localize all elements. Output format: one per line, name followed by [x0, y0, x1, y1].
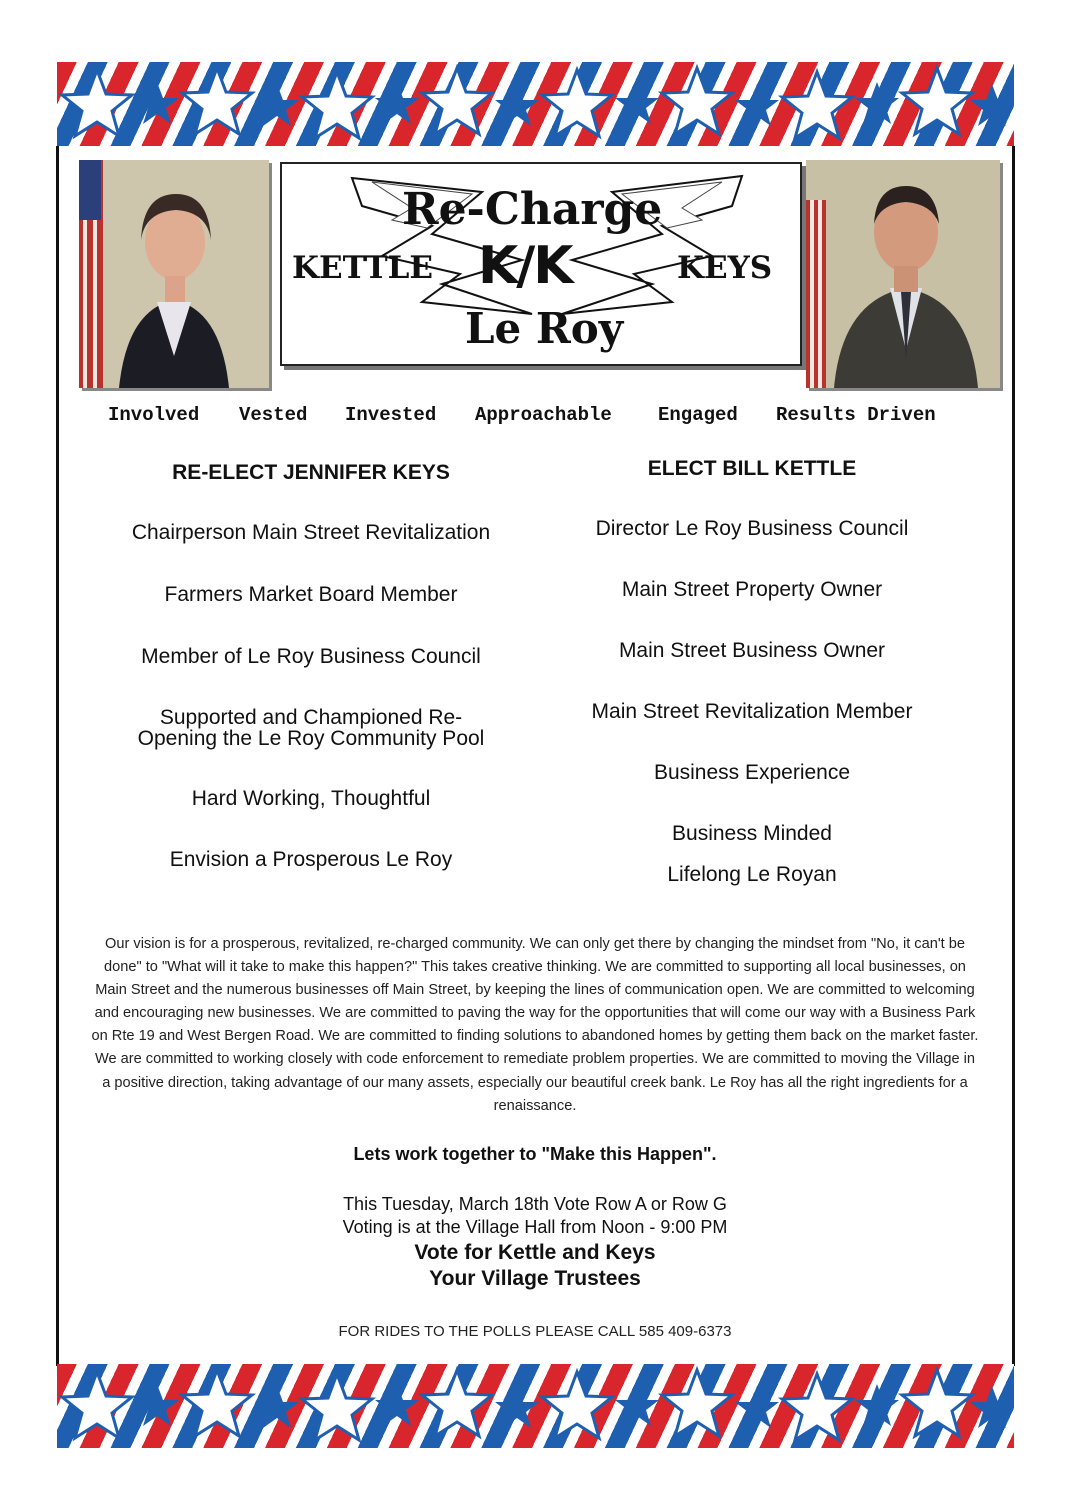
- vote-headline-line-2: Your Village Trustees: [429, 1267, 641, 1290]
- list-item: Main Street Business Owner: [618, 639, 886, 662]
- keys-qualifications: [76, 456, 546, 870]
- frame-right-line: [1012, 146, 1015, 1366]
- list-item: Business Experience: [653, 761, 851, 784]
- photo-bill-kettle: [806, 160, 1000, 388]
- list-item: Main Street Property Owner: [621, 578, 883, 601]
- list-item: Envision a Prosperous Le Roy: [169, 848, 453, 871]
- vision-paragraph: Our vision is for a prosperous, revitalized, re-charged community. We can only get there by changing the mindset from "No, it can't be done" to "What will it take to make this happen?" This takes creative thinking. We are committed to supporting all local businesses, on Main Street and the numerous businesses off Main Street, by keeping the lines of communication open. We are committed to welcoming and encouraging new businesses. We are committed to paving the way for the opportunities that will come our way with a Business Park on Rte 19 and West Bergen Road. We are committed to finding solutions to abandoned homes by getting them back on the market faster. We are committed to working closely with code enforcement to remediate problem properties. We are committed to moving the Village in a positive direction, taking advantage of our many assets, especially our beautiful creek bank. Le Roy has all the right ingredients for a renaissance.: [91, 936, 979, 1114]
- vote-headline: [90, 1240, 980, 1292]
- trait-approachable: Approachable: [475, 404, 612, 426]
- frame-left-line: [56, 146, 59, 1366]
- candidate-portrait-icon: [806, 160, 1000, 388]
- logo-left-name: KETTLE: [292, 250, 434, 286]
- list-item: Hard Working, Thoughtful: [191, 787, 431, 810]
- list-item: Chairperson Main Street Revitalization: [131, 521, 491, 544]
- kettle-heading: ELECT BILL KETTLE: [647, 457, 857, 480]
- star-pattern-icon: [57, 62, 1014, 146]
- recharge-logo: [280, 162, 802, 366]
- vote-location: Voting is at the Village Hall from Noon - 9:00 PM: [342, 1217, 728, 1237]
- list-item: Lifelong Le Royan: [667, 863, 837, 886]
- list-item: Member of Le Roy Business Council: [141, 645, 481, 668]
- list-item: Opening the Le Roy Community Pool: [137, 727, 485, 750]
- list-item: Supported and Championed Re-: [159, 706, 463, 729]
- vote-day: This Tuesday, March 18th Vote Row A or Row G: [343, 1194, 727, 1214]
- logo-title: Re-Charge: [402, 184, 663, 235]
- voting-info: [90, 1193, 980, 1239]
- trait-engaged: Engaged: [658, 404, 738, 426]
- patriotic-star-border-top: [57, 62, 1014, 146]
- rides-phone-line: FOR RIDES TO THE POLLS PLEASE CALL 585 409-6373: [338, 1323, 732, 1340]
- trait-involved: Involved: [108, 404, 200, 426]
- vote-headline-line-1: Vote for Kettle and Keys: [414, 1241, 656, 1264]
- trait-vested: Vested: [239, 404, 308, 426]
- list-item: Farmers Market Board Member: [164, 583, 458, 606]
- call-to-action: Lets work together to "Make this Happen".: [353, 1144, 717, 1164]
- photo-jennifer-keys: [79, 160, 269, 388]
- trait-results-driven: Results Driven: [776, 404, 936, 426]
- logo-monogram: K/K: [478, 236, 572, 296]
- logo-right-name: KEYS: [677, 250, 773, 286]
- kettle-qualifications: [517, 452, 987, 885]
- list-item: Business Minded: [672, 822, 832, 845]
- list-item: Main Street Revitalization Member: [591, 700, 913, 723]
- list-item: Director Le Roy Business Council: [595, 517, 909, 540]
- candidate-portrait-icon: [79, 160, 269, 388]
- keys-heading: RE-ELECT JENNIFER KEYS: [172, 461, 450, 484]
- patriotic-star-border-bottom: [57, 1364, 1014, 1448]
- star-pattern-icon: [57, 1364, 1014, 1448]
- trait-invested: Invested: [345, 404, 437, 426]
- logo-town: Le Roy: [465, 304, 624, 353]
